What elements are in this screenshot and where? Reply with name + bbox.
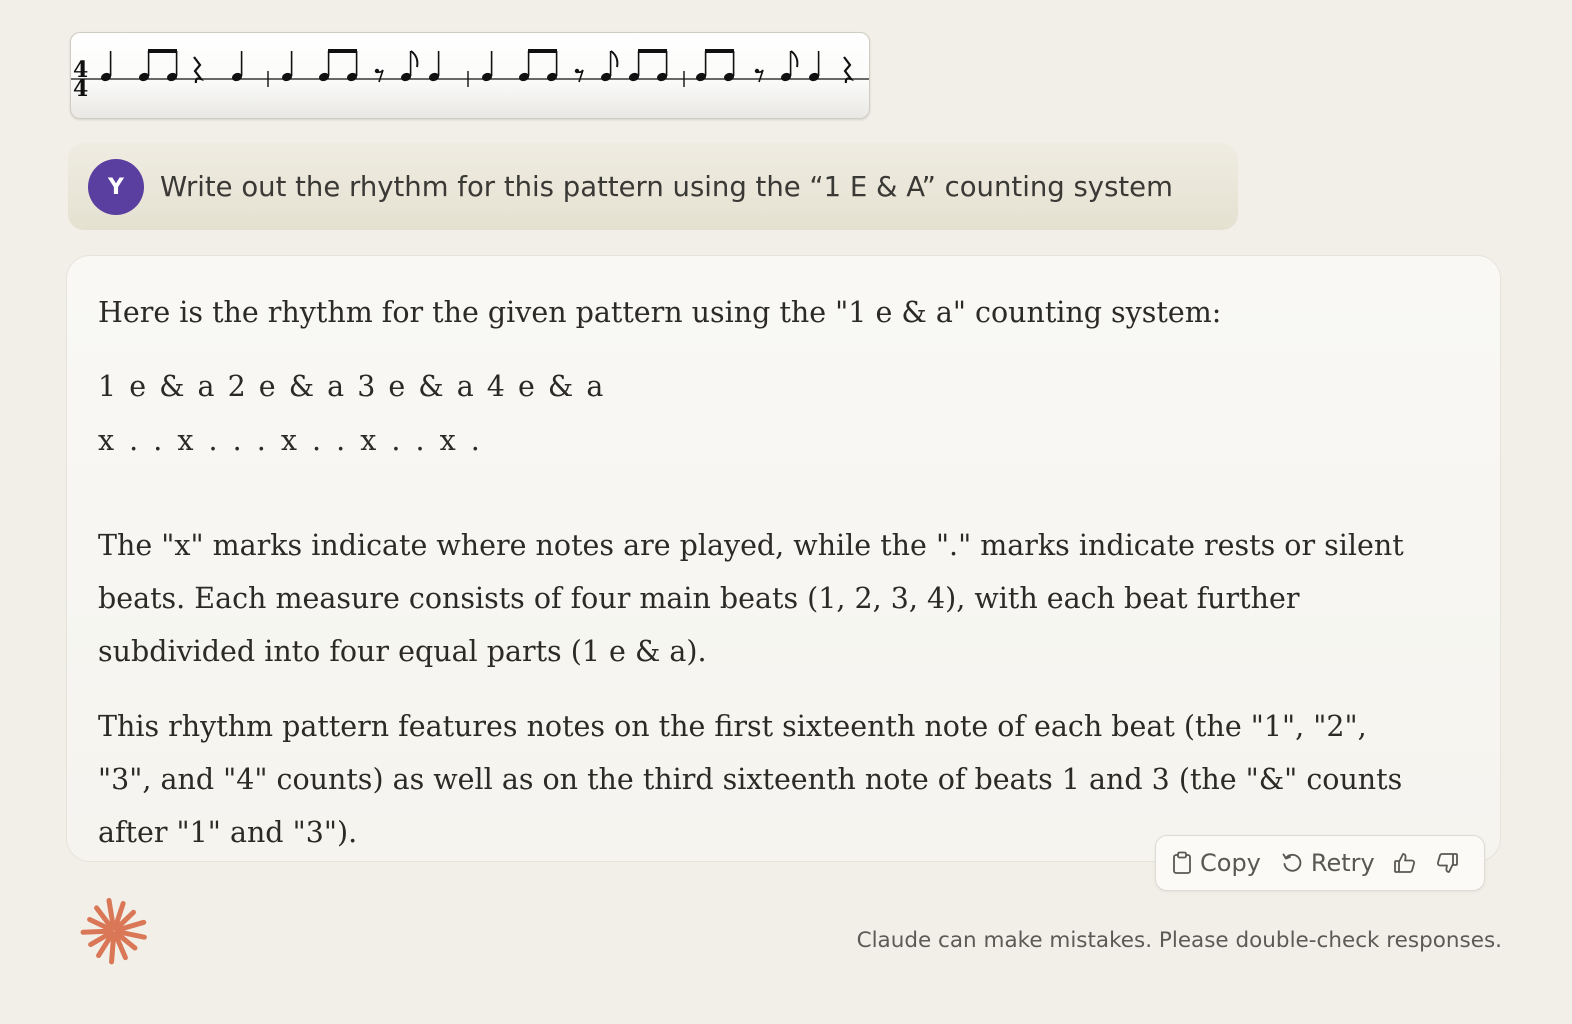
counting-line: 1 e & a 2 e & a 3 e & a 4 e & a xyxy=(98,370,606,403)
note-beam xyxy=(528,49,557,53)
note-beam xyxy=(148,49,177,53)
music-notation-attachment[interactable] xyxy=(70,32,870,119)
notation-svg xyxy=(71,33,869,118)
user-avatar xyxy=(88,159,144,215)
avatar-initial: Y xyxy=(108,174,124,200)
note-flag xyxy=(791,51,797,67)
thumbs-up-button[interactable] xyxy=(1393,852,1417,874)
thumbs-down-button[interactable] xyxy=(1435,852,1459,874)
user-message xyxy=(68,143,1238,230)
time-signature-top: 4 xyxy=(73,57,89,83)
eighth-rest xyxy=(377,70,383,82)
user-message-text: Write out the rhythm for this pattern using the “1 E & A” counting system xyxy=(160,171,1173,203)
retry-label: Retry xyxy=(1310,849,1375,877)
message-actions xyxy=(1155,835,1485,891)
retry-button[interactable] xyxy=(1281,849,1375,877)
assistant-intro: Here is the rhythm for the given pattern using the "1 e & a" counting system: xyxy=(98,296,1222,329)
note-beam xyxy=(328,49,357,53)
copy-label: Copy xyxy=(1200,849,1261,877)
retry-icon xyxy=(1281,852,1303,874)
copy-button[interactable] xyxy=(1172,849,1261,877)
clipboard-icon xyxy=(1172,851,1192,875)
assistant-message xyxy=(66,255,1501,862)
time-signature-bottom: 4 xyxy=(73,76,89,102)
note-flag xyxy=(411,51,417,67)
claude-logo-icon xyxy=(80,897,148,965)
hit-line: x . . x . . . x . . x . . x . xyxy=(98,424,483,457)
note-beam xyxy=(638,49,667,53)
note-flag xyxy=(611,51,617,67)
eighth-rest xyxy=(757,70,763,82)
note-beam xyxy=(705,49,734,53)
assistant-paragraph-explanation: The "x" marks indicate where notes are played, while the "." marks indicate rests or silent beats. Each measure consists of four main beats (1, 2, 3, 4), with each beat further subdivided into four equal parts (1 e & a). xyxy=(98,529,1404,668)
disclaimer-text: Claude can make mistakes. Please double-check responses. xyxy=(856,928,1502,953)
thumbs-up-icon xyxy=(1393,852,1417,874)
assistant-paragraph-summary: This rhythm pattern features notes on the first sixteenth note of each beat (the "1", "2", "3", and "4" counts) as well as on the third sixteenth note of beats 1 and 3 (the "&" counts after "1" and "3"). xyxy=(98,710,1403,849)
thumbs-down-icon xyxy=(1435,852,1459,874)
eighth-rest xyxy=(577,70,583,82)
